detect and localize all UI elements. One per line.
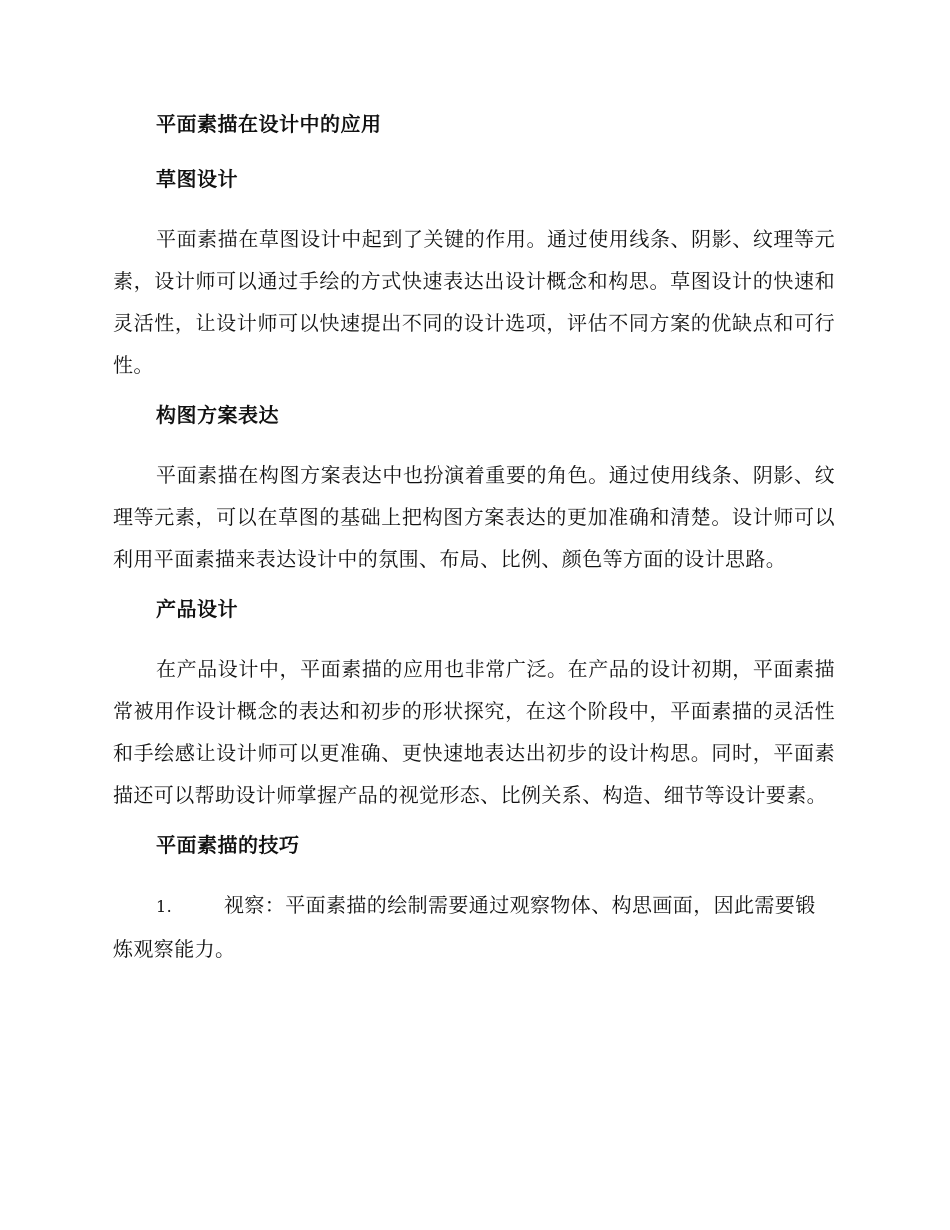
section-heading: 平面素描的技巧 — [156, 833, 300, 857]
body-paragraph: 平面素描在构图方案表达中也扮演着重要的角色。通过使用线条、阴影、纹理等元素，可以在草图的基础上把构图方案表达的更加准确和清楚。设计师可以利用平面素描来表达设计中的氛围、布局、比例、颜色等方面的设计思路。 — [113, 463, 835, 571]
section-heading: 草图设计 — [156, 167, 238, 191]
section-heading: 产品设计 — [156, 597, 238, 621]
section-heading: 平面素描在设计中的应用 — [156, 112, 382, 136]
body-paragraph: 平面素描在草图设计中起到了关键的作用。通过使用线条、阴影、纹理等元素，设计师可以通过手绘的方式快速表达出设计概念和构思。草图设计的快速和灵活性，让设计师可以快速提出不同的设计选项，评估不同方案的优缺点和可行性。 — [113, 227, 835, 377]
section-heading: 构图方案表达 — [156, 403, 279, 427]
list-item-number: 1. — [156, 897, 173, 916]
body-paragraph: 在产品设计中，平面素描的应用也非常广泛。在产品的设计初期，平面素描常被用作设计概念的表达和初步的形状探究，在这个阶段中，平面素描的灵活性和手绘感让设计师可以更准确、更快速地表达出初步的设计构思。同时，平面素描还可以帮助设计师掌握产品的视觉形态、比例关系、构造、细节等设计要素。 — [113, 657, 835, 807]
list-item-text: 视察：平面素描的绘制需要通过观察物体、构思画面，因此需要锻炼观察能力。 — [113, 893, 816, 961]
list-item — [113, 884, 835, 970]
document-body — [113, 108, 835, 970]
